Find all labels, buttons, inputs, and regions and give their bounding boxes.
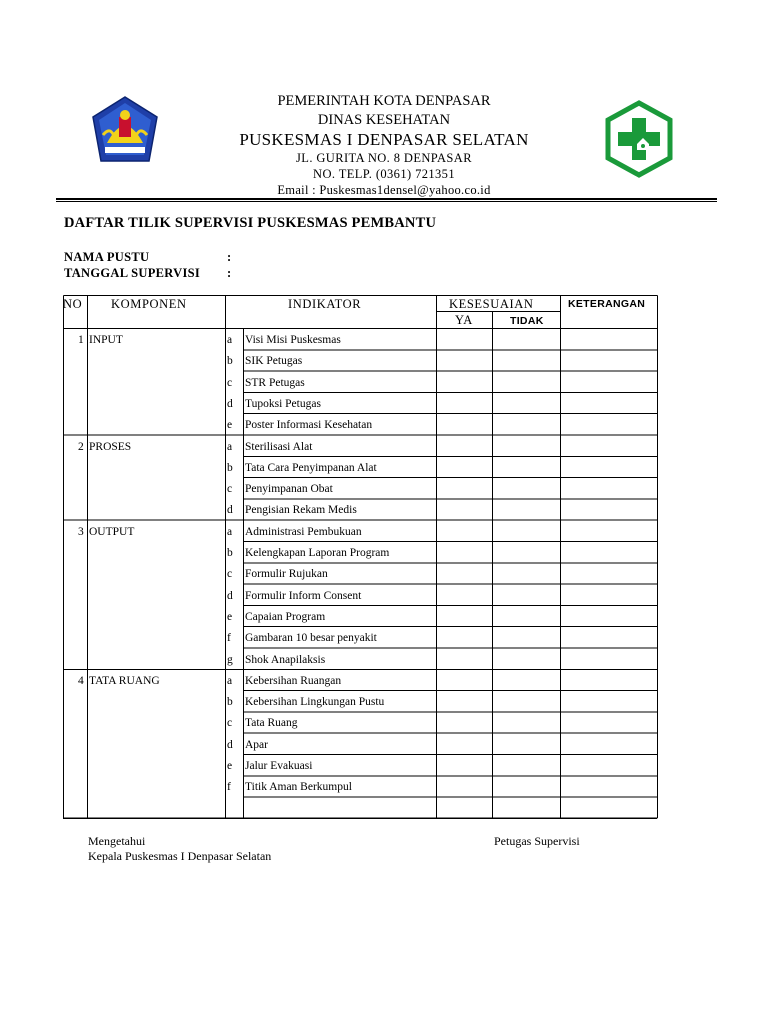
- group-number: 2: [78, 440, 84, 453]
- item-indikator: Kebersihan Ruangan: [245, 674, 342, 687]
- group-number: 4: [78, 674, 84, 687]
- item-letter: a: [227, 674, 233, 687]
- header-line3: PUSKESMAS I DENPASAR SELATAN: [239, 130, 529, 149]
- item-letter: b: [227, 696, 233, 709]
- item-indikator: Shok Anapilaksis: [245, 653, 326, 666]
- header-email: Email : Puskesmas1densel@yahoo.co.id: [277, 183, 491, 197]
- item-letter: e: [227, 760, 233, 772]
- item-letter: c: [227, 717, 233, 730]
- nama-pustu-colon: :: [227, 250, 232, 264]
- item-indikator: Formulir Rujukan: [245, 568, 328, 581]
- nama-pustu-label: NAMA PUSTU: [64, 250, 150, 264]
- col-header-tidak: TIDAK: [510, 315, 544, 327]
- item-indikator: Visi Misi Puskesmas: [245, 334, 341, 346]
- item-indikator: Titik Aman Berkumpul: [245, 781, 352, 794]
- header-line1: PEMERINTAH KOTA DENPASAR: [277, 93, 491, 109]
- header-line2: DINAS KESEHATAN: [317, 112, 451, 128]
- item-indikator: Poster Informasi Kesehatan: [245, 419, 373, 432]
- group-number: 3: [78, 525, 84, 538]
- item-letter: f: [227, 632, 231, 645]
- item-indikator: Sterilisasi Alat: [245, 440, 313, 453]
- form-title: DAFTAR TILIK SUPERVISI PUSKESMAS PEMBANTU: [64, 215, 437, 231]
- header-phone: NO. TELP. (0361) 721351: [313, 167, 455, 181]
- item-indikator: Apar: [245, 738, 268, 751]
- tanggal-supervisi-label: TANGGAL SUPERVISI: [64, 266, 201, 280]
- item-letter: e: [227, 610, 233, 623]
- item-indikator: STR Petugas: [245, 376, 305, 389]
- tanggal-supervisi-colon: :: [227, 266, 232, 280]
- col-header-no: NO: [63, 297, 83, 311]
- item-letter: b: [227, 547, 233, 559]
- item-letter: d: [227, 504, 233, 517]
- header-rule-thick: [56, 198, 717, 200]
- item-letter: d: [227, 589, 233, 602]
- item-indikator: Tupoksi Petugas: [245, 397, 321, 410]
- item-letter: c: [227, 483, 233, 496]
- checklist-table: [63, 295, 658, 820]
- col-header-komponen: KOMPONEN: [111, 297, 187, 311]
- item-letter: c: [227, 568, 233, 581]
- group-number: 1: [78, 334, 84, 346]
- item-indikator: Formulir Inform Consent: [245, 589, 362, 602]
- footer-kepala: Kepala Puskesmas I Denpasar Selatan: [88, 849, 272, 863]
- item-indikator: Capaian Program: [245, 610, 326, 623]
- item-indikator: Kebersihan Lingkungan Pustu: [245, 696, 385, 709]
- item-indikator: Tata Cara Penyimpanan Alat: [245, 461, 377, 474]
- item-indikator: Pengisian Rekam Medis: [245, 504, 357, 517]
- item-indikator: SIK Petugas: [245, 355, 303, 368]
- footer-petugas: Petugas Supervisi: [494, 834, 580, 848]
- col-header-kesesuaian: KESESUAIAN: [449, 297, 534, 311]
- item-letter: b: [227, 461, 233, 474]
- item-letter: d: [227, 397, 233, 410]
- item-letter: a: [227, 525, 233, 538]
- puskesmas-cross-icon: [604, 100, 674, 178]
- item-indikator: Kelengkapan Laporan Program: [245, 547, 390, 559]
- col-header-ya: YA: [455, 313, 473, 327]
- item-indikator: Gambaran 10 besar penyakit: [245, 632, 377, 645]
- header-rule-thin: [56, 201, 717, 202]
- item-indikator: Administrasi Pembukuan: [245, 525, 362, 538]
- item-indikator: Tata Ruang: [245, 717, 298, 730]
- item-letter: f: [227, 781, 231, 794]
- item-letter: b: [227, 355, 233, 368]
- item-indikator: Penyimpanan Obat: [245, 483, 333, 496]
- col-header-indikator: INDIKATOR: [288, 297, 362, 311]
- item-letter: g: [227, 653, 233, 666]
- item-letter: a: [227, 334, 233, 346]
- item-letter: d: [227, 738, 233, 751]
- group-komponen: PROSES: [89, 440, 132, 453]
- item-letter: c: [227, 376, 233, 389]
- item-letter: e: [227, 419, 233, 432]
- col-header-keterangan: KETERANGAN: [568, 298, 646, 310]
- group-komponen: INPUT: [89, 334, 123, 346]
- group-komponen: TATA RUANG: [89, 674, 160, 687]
- item-letter: a: [227, 440, 233, 453]
- footer-mengetahui: Mengetahui: [88, 834, 146, 848]
- group-komponen: OUTPUT: [89, 525, 135, 538]
- header-address: JL. GURITA NO. 8 DENPASAR: [296, 151, 472, 165]
- item-indikator: Jalur Evakuasi: [245, 760, 313, 772]
